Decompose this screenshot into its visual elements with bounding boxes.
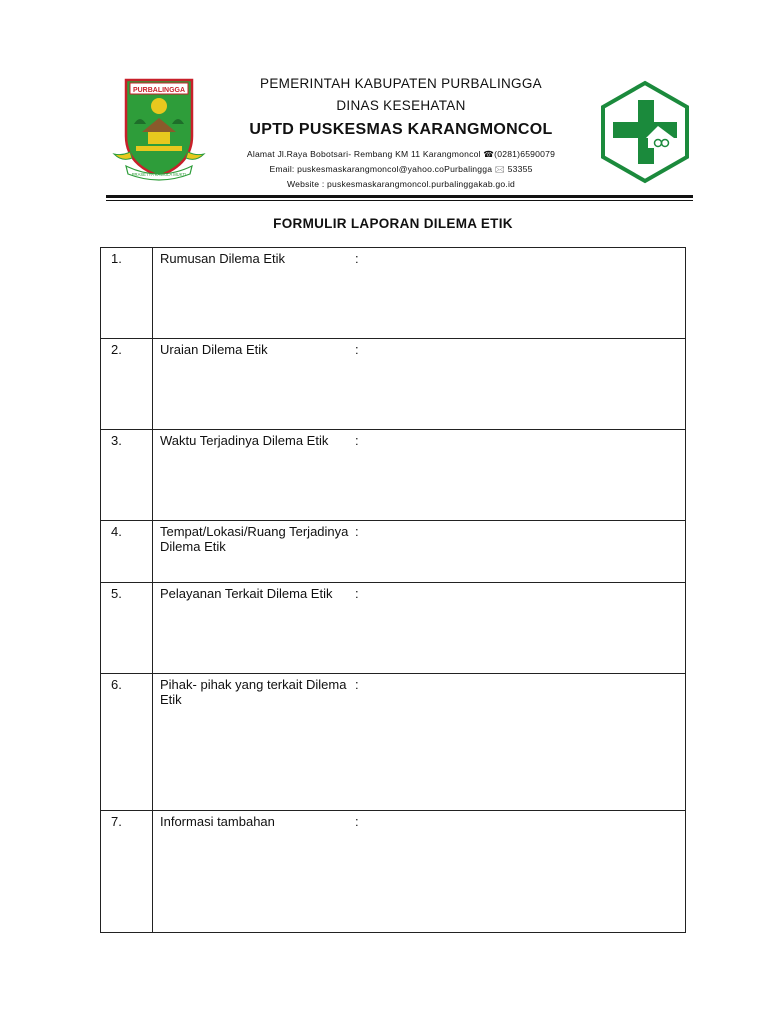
row-colon: : bbox=[355, 433, 359, 448]
row-label: Waktu Terjadinya Dilema Etik bbox=[160, 433, 329, 448]
row-label: Rumusan Dilema Etik bbox=[160, 251, 285, 266]
form-row bbox=[101, 521, 686, 583]
government-name: PEMERINTAH KABUPATEN PURBALINGGA bbox=[260, 76, 542, 91]
row-label: Pihak- pihak yang terkait Dilema Etik bbox=[160, 677, 347, 707]
row-field[interactable] bbox=[153, 674, 686, 811]
institution-name: UPTD PUSKESMAS KARANGMONCOL bbox=[249, 121, 553, 138]
form-row bbox=[101, 430, 686, 521]
address-line: Alamat Jl.Raya Bobotsari- Rembang KM 11 Karangmoncol ☎(0281)6590079 bbox=[246, 149, 556, 159]
row-colon: : bbox=[355, 342, 359, 357]
email-line: Email: puskesmaskarangmoncol@yahoo.coPurbalingga 🖂 53355 bbox=[269, 164, 533, 174]
row-label: Informasi tambahan bbox=[160, 814, 275, 829]
row-field[interactable] bbox=[153, 339, 686, 430]
row-label: Tempat/Lokasi/Ruang Terjadinya Dilema Etik bbox=[160, 524, 349, 554]
row-field[interactable] bbox=[153, 521, 686, 583]
row-colon: : bbox=[355, 251, 359, 266]
row-label: Pelayanan Terkait Dilema Etik bbox=[160, 586, 333, 601]
row-number: 7. bbox=[101, 811, 153, 933]
row-label: Uraian Dilema Etik bbox=[160, 342, 268, 357]
department-name: DINAS KESEHATAN bbox=[336, 98, 466, 113]
row-field[interactable] bbox=[153, 248, 686, 339]
header-rule-thick bbox=[106, 195, 693, 198]
row-number: 5. bbox=[101, 583, 153, 674]
row-colon: : bbox=[355, 586, 359, 601]
form-row bbox=[101, 583, 686, 674]
form-row bbox=[101, 674, 686, 811]
row-number: 1. bbox=[101, 248, 153, 339]
row-colon: : bbox=[355, 677, 359, 692]
row-number: 4. bbox=[101, 521, 153, 583]
row-colon: : bbox=[355, 814, 359, 829]
form-row bbox=[101, 248, 686, 339]
row-number: 3. bbox=[101, 430, 153, 521]
row-number: 2. bbox=[101, 339, 153, 430]
row-colon: : bbox=[355, 524, 359, 539]
purbalingga-crest-logo bbox=[112, 74, 206, 184]
crest-name-text: PURBALINGGA bbox=[132, 87, 186, 94]
row-number: 6. bbox=[101, 674, 153, 811]
row-field[interactable] bbox=[153, 811, 686, 933]
puskesmas-logo bbox=[598, 80, 692, 184]
form-title: FORMULIR LAPORAN DILEMA ETIK bbox=[273, 216, 513, 231]
header-rule-thin bbox=[106, 200, 693, 201]
report-form-table bbox=[100, 247, 686, 933]
row-field[interactable] bbox=[153, 583, 686, 674]
crest-motto-text: PRASETYA KAWULA MUKTI bbox=[131, 172, 187, 177]
row-field[interactable] bbox=[153, 430, 686, 521]
form-row bbox=[101, 811, 686, 933]
website-line: Website : puskesmaskarangmoncol.purbalinggakab.go.id bbox=[286, 179, 516, 189]
form-row bbox=[101, 339, 686, 430]
